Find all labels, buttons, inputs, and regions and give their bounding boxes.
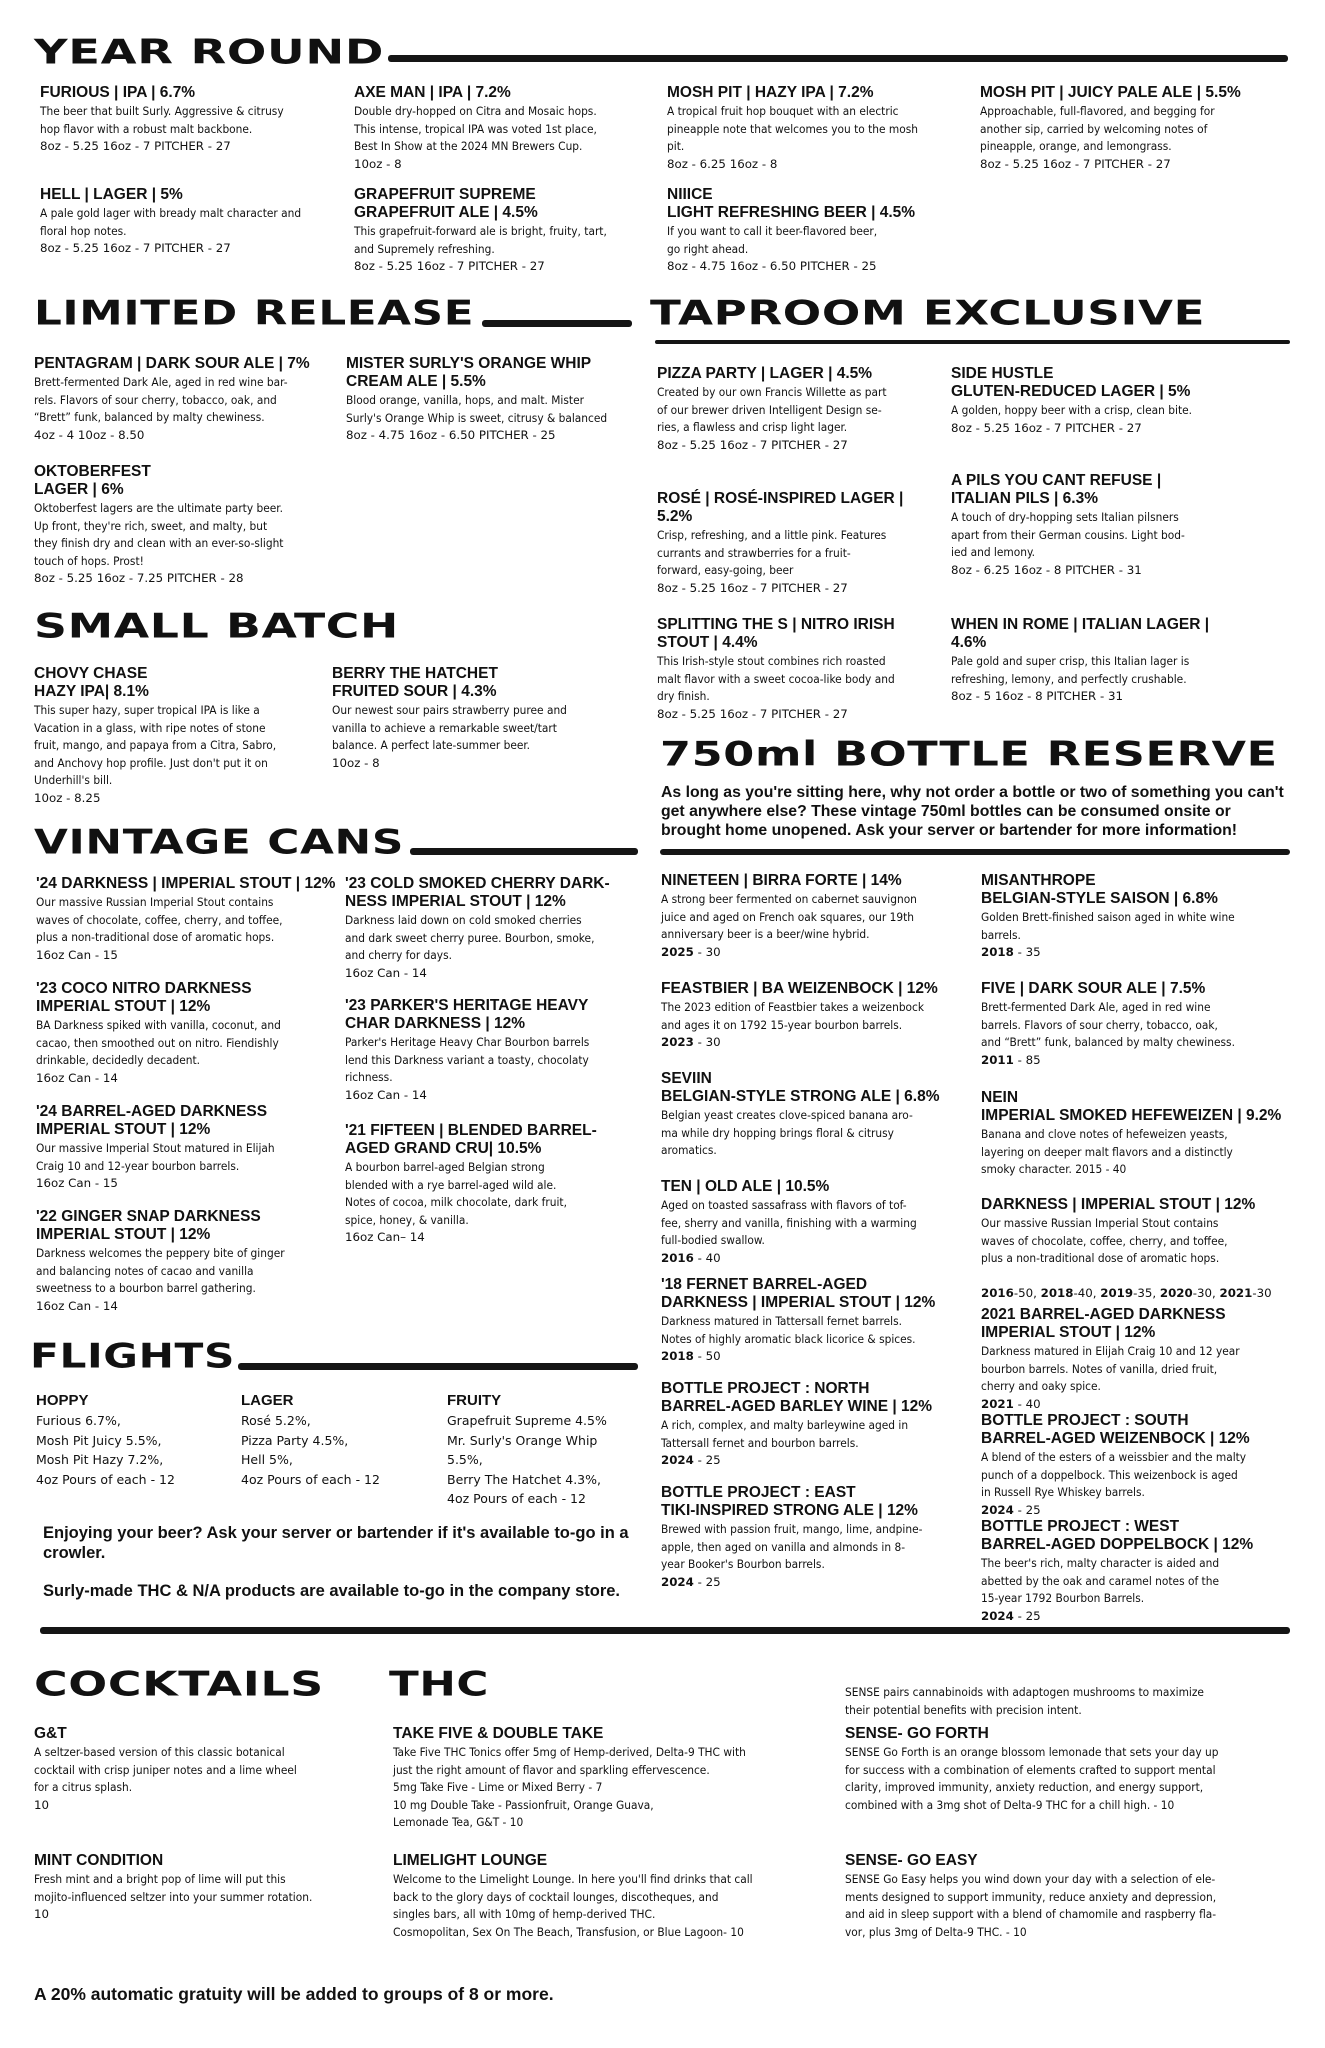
item-price: 16oz Can - 15 [36, 1176, 118, 1190]
item-desc: Oktoberfest lagers are the ultimate party beer. Up front, they're rich, sweet, and malty, but they finish dry and clean with an ever-so-slight touch of hops. Prost! [34, 501, 284, 568]
item-desc: Our massive Imperial Stout matured in Elijah Craig 10 and 12-year bourbon barrels. [36, 1141, 275, 1173]
item-title: HELL | LAGER | 5% [40, 186, 183, 203]
item-year-price: - 85 [1013, 1052, 1041, 1067]
bottle-item [661, 1178, 976, 1267]
item-price: 16oz Can - 14 [345, 1087, 427, 1102]
vintage-cans-heading: VINTAGE CANS [34, 823, 405, 863]
item-title: MINT CONDITION [34, 1852, 164, 1869]
menu-item [951, 616, 1281, 706]
item-price: 4oz - 4 10oz - 8.50 [34, 427, 145, 442]
item-title: BOTTLE PROJECT : SOUTH BARREL-AGED WEIZENBOCK | 12% [981, 1412, 1250, 1447]
flight-desc: Grapefruit Supreme 4.5% Mr. Surly's Orange Whip 5.5%, Berry The Hatchet 4.3%, 4oz Pours of each - 12 [447, 1413, 607, 1506]
item-desc: Our massive Russian Imperial Stout contains waves of chocolate, coffee, cherry, and toffee, plus a non-traditional dose of aromatic hops. [981, 1216, 1228, 1265]
item-desc: Banana and clove notes of hefeweizen yeasts, layering on deeper malt flavors and a distinctly smoky character. 2015 - 40 [981, 1127, 1233, 1176]
item-desc: If you want to call it beer-flavored beer, go right ahead. [667, 224, 878, 256]
item-title: TAKE FIVE & DOUBLE TAKE [393, 1725, 604, 1742]
sense-item [845, 1852, 1295, 1941]
item-title: PIZZA PARTY | LAGER | 4.5% [657, 365, 873, 382]
menu-item [345, 1122, 645, 1247]
item-year: 2016 [981, 1286, 1014, 1300]
item-desc: SENSE Go Forth is an orange blossom lemonade that sets your day up for success with a combination of elements crafted to support mental clarity, improved immunity, anxiety reduction, and energy support, combined with a 3mg shot of Delta-9 THC for a chill high. - 10 [845, 1745, 1219, 1812]
item-title: PENTAGRAM | DARK SOUR ALE | 7% [34, 355, 310, 372]
item-desc: Aged on toasted sassafrass with flavors of tof- fee, sherry and vanilla, finishing with a warming full-bodied swallow. [661, 1198, 917, 1247]
item-desc: This grapefruit-forward ale is bright, fruity, tart, and Supremely refreshing. [354, 224, 607, 256]
flight-desc: Rosé 5.2%, Pizza Party 4.5%, Hell 5%, 4oz Pours of each - 12 [241, 1413, 380, 1487]
menu-item [667, 186, 967, 276]
item-year-price: -35, [1133, 1286, 1160, 1300]
item-price: 8oz - 6.25 16oz - 8 PITCHER - 31 [951, 562, 1142, 577]
item-desc: Pale gold and super crisp, this Italian lager is refreshing, lemony, and perfectly crushable. [951, 654, 1190, 686]
bottle-item [981, 1306, 1291, 1413]
flight-title: LAGER [241, 1392, 294, 1409]
item-desc: Take Five THC Tonics offer 5mg of Hemp-derived, Delta-9 THC with just the right amount of flavor and sparkling effervescence. 5mg Take Five - Lime or Mixed Berry - 7 10 mg Double Take - Passionfruit, Orange Guava, Lemonade Tea, G&T - 10 [393, 1745, 746, 1829]
item-price: 8oz - 5.25 16oz - 7 PITCHER - 27 [980, 156, 1171, 171]
menu-item [345, 875, 645, 982]
menu-item [346, 355, 651, 445]
menu-item [36, 980, 346, 1087]
item-price: 10 [34, 1907, 50, 1921]
page-divider [40, 1627, 1290, 1634]
cocktail-item [34, 1852, 404, 1924]
item-year-price: -30, [1192, 1286, 1220, 1300]
item-title: '23 PARKER'S HERITAGE HEAVY CHAR DARKNESS | 12% [345, 997, 589, 1032]
item-year-price: -50, [1013, 1286, 1041, 1300]
item-year-price: - 40 [1013, 1396, 1041, 1411]
item-price: 8oz - 4.75 16oz - 6.50 PITCHER - 25 [667, 259, 877, 273]
item-price: 8oz - 5.25 16oz - 7 PITCHER - 27 [951, 420, 1142, 435]
item-title: '23 COLD SMOKED CHERRY DARK- NESS IMPERIAL STOUT | 12% [345, 875, 610, 910]
item-price [981, 944, 1291, 962]
item-desc: A tropical fruit hop bouquet with an electric pineapple note that welcomes you to the mosh pit. [667, 104, 919, 153]
item-price: 8oz - 5.25 16oz - 7 PITCHER - 27 [657, 580, 848, 595]
menu-item [36, 1103, 346, 1193]
item-year-price: - 30 [693, 1035, 721, 1049]
bottle-item [661, 1380, 976, 1470]
item-price [661, 1348, 976, 1366]
item-price [981, 1396, 1291, 1414]
item-title: '24 BARREL-AGED DARKNESS IMPERIAL STOUT | 12% [36, 1103, 268, 1138]
bottle-item [981, 1196, 1291, 1303]
item-year: 2023 [661, 1035, 694, 1049]
item-title: MISTER SURLY'S ORANGE WHIP CREAM ALE | 5.5% [346, 355, 592, 390]
item-year-price: -40, [1073, 1286, 1101, 1300]
sense-intro [845, 1683, 1295, 1719]
year-round-rule [388, 55, 1288, 62]
bottle-item [661, 980, 976, 1052]
item-title: 2021 BARREL-AGED DARKNESS IMPERIAL STOUT | 12% [981, 1306, 1226, 1341]
item-year-price: - 50 [693, 1349, 721, 1363]
menu-item [657, 490, 947, 597]
item-year: 2024 [981, 1608, 1014, 1623]
item-price: 8oz - 5.25 16oz - 7 PITCHER - 27 [40, 139, 231, 153]
flight-title: HOPPY [36, 1392, 89, 1409]
item-desc: Brett-fermented Dark Ale, aged in red wine barrels. Flavors of sour cherry, tobacco, oak, and “Brett” funk, balanced by malty chewiness. [981, 1000, 1235, 1049]
item-desc: This Irish-style stout combines rich roasted malt flavor with a sweet cocoa-like body and dry finish. [657, 654, 895, 703]
item-price: 8oz - 5.25 16oz - 7 PITCHER - 27 [40, 241, 231, 255]
item-year-price: - 25 [693, 1574, 721, 1589]
item-year: 2024 [661, 1574, 694, 1589]
item-year: 2018 [1040, 1286, 1074, 1300]
item-desc: Parker's Heritage Heavy Char Bourbon barrels lend this Darkness variant a toasty, chocolaty richness. [345, 1035, 590, 1084]
gratuity-footer: A 20% automatic gratuity will be added to groups of 8 or more. [34, 1984, 554, 2004]
menu-item [354, 84, 654, 173]
bottle-item [981, 1089, 1291, 1179]
item-title: FURIOUS | IPA | 6.7% [40, 84, 196, 101]
item-year: 2024 [981, 1502, 1014, 1517]
menu-item [951, 365, 1281, 437]
item-title: G&T [34, 1725, 67, 1742]
item-title: TEN | OLD ALE | 10.5% [661, 1178, 830, 1195]
item-title: DARKNESS | IMPERIAL STOUT | 12% [981, 1196, 1256, 1213]
item-desc: Golden Brett-finished saison aged in white wine barrels. [981, 910, 1235, 942]
item-price: 8oz - 5.25 16oz - 7 PITCHER - 27 [354, 259, 545, 273]
menu-item [657, 365, 947, 454]
taproom-exclusive-rule [655, 340, 1290, 344]
menu-item [36, 875, 346, 964]
bottle-item [661, 1484, 976, 1591]
item-title: ROSÉ | ROSÉ-INSPIRED LAGER | 5.2% [657, 490, 904, 525]
bottle-item [661, 872, 976, 961]
item-year: 2019 [1100, 1286, 1134, 1300]
menu-item [980, 84, 1290, 173]
bottle-reserve-rule [660, 849, 1290, 855]
item-year: 2024 [661, 1453, 694, 1467]
item-title: '18 FERNET BARREL-AGED DARKNESS | IMPERIAL STOUT | 12% [661, 1276, 936, 1311]
menu-item [40, 84, 340, 156]
item-title: NINETEEN | BIRRA FORTE | 14% [661, 872, 902, 889]
item-desc: Brett-fermented Dark Ale, aged in red wine bar- rels. Flavors of sour cherry, tobacco, oak, and “Brett” funk, balanced by malty chewiness. [34, 375, 288, 424]
item-title: NEIN IMPERIAL SMOKED HEFEWEIZEN | 9.2% [981, 1089, 1282, 1124]
item-title: MOSH PIT | JUICY PALE ALE | 5.5% [980, 84, 1241, 101]
item-year-price: -30 [1252, 1286, 1272, 1300]
item-year: 2021 [981, 1396, 1014, 1411]
flight-item [447, 1392, 647, 1509]
item-title: MOSH PIT | HAZY IPA | 7.2% [667, 84, 874, 101]
item-desc: Created by our own Francis Willette as part of our brewer driven Intelligent Design se- ries, a flawless and crisp light lager. [657, 385, 887, 434]
item-title: '21 FIFTEEN | BLENDED BARREL- AGED GRAND CRU| 10.5% [345, 1122, 597, 1157]
flight-desc: Furious 6.7%, Mosh Pit Juicy 5.5%, Mosh Pit Hazy 7.2%, 4oz Pours of each - 12 [36, 1413, 175, 1487]
item-price [661, 1452, 976, 1470]
bottle-item [981, 872, 1291, 962]
item-price: 8oz - 4.75 16oz - 6.50 PITCHER - 25 [346, 428, 556, 442]
item-year-price: - 25 [693, 1453, 721, 1467]
item-desc: A golden, hoppy beer with a crisp, clean bite. [951, 403, 1193, 417]
flight-item [36, 1392, 236, 1489]
item-price [981, 1052, 1291, 1070]
thc-store-note: Surly-made THC & N/A products are available to-go in the company store. [43, 1582, 621, 1600]
item-year-price: - 30 [693, 944, 721, 959]
item-desc: Approachable, full-flavored, and begging for another sip, carried by welcoming notes of pineapple, orange, and lemongrass. [980, 104, 1215, 153]
item-price: 8oz - 5 16oz - 8 PITCHER - 31 [951, 689, 1123, 703]
menu-item [667, 84, 967, 173]
item-desc: This super hazy, super tropical IPA is like a Vacation in a glass, with ripe notes of stone fruit, mango, and papaya from a Citra, Sabro, and Anchovy hop profile. Just don't put it on Underhill's bill. [34, 703, 277, 787]
item-years-line [981, 1268, 1291, 1303]
item-year: 2020 [1159, 1286, 1193, 1300]
item-title: NIIICE LIGHT REFRESHING BEER | 4.5% [667, 186, 916, 221]
item-year: 2025 [661, 944, 694, 959]
item-title: A PILS YOU CANT REFUSE | ITALIAN PILS | 6.3% [951, 472, 1162, 507]
item-title: '24 DARKNESS | IMPERIAL STOUT | 12% [36, 875, 336, 892]
item-price: 16oz Can– 14 [345, 1230, 425, 1244]
item-title: SENSE- GO EASY [845, 1852, 978, 1869]
item-price [981, 1502, 1291, 1520]
small-batch-heading: SMALL BATCH [34, 607, 399, 647]
item-desc: A pale gold lager with bready malt character and floral hop notes. [40, 206, 302, 238]
item-price: 10oz - 8.25 [34, 790, 101, 805]
item-title: OKTOBERFEST LAGER | 6% [34, 463, 151, 498]
item-desc: The 2023 edition of Feastbier takes a weizenbock and ages it on 1792 15-year bourbon barrels. [661, 1000, 925, 1032]
item-desc: Double dry-hopped on Citra and Mosaic hops. This intense, tropical IPA was voted 1st place, Best In Show at the 2024 MN Brewers Cup. [354, 104, 597, 153]
taproom-exclusive-heading: TAPROOM EXCLUSIVE [650, 294, 1206, 334]
item-price: 8oz - 5.25 16oz - 7.25 PITCHER - 28 [34, 571, 244, 585]
bottle-reserve-heading: 750ml BOTTLE RESERVE [660, 735, 1278, 775]
item-desc: Welcome to the Limelight Lounge. In here you'll find drinks that call back to the glory days of cocktail lounges, discotheques, and singles bars, all with 10mg of hemp-derived THC. Cosmopolitan, Sex On The Beach, Transfusion, or Blue Lagoon- 10 [393, 1872, 753, 1939]
item-title: '23 COCO NITRO DARKNESS IMPERIAL STOUT | 12% [36, 980, 252, 1015]
item-price: 10 [34, 1797, 50, 1812]
item-desc: Darkness matured in Tattersall fernet barrels. Notes of highly aromatic black licorice & spices. [661, 1314, 916, 1346]
item-year: 2021 [1219, 1286, 1253, 1300]
bottle-item [981, 1412, 1291, 1519]
bottle-item [661, 1070, 976, 1160]
menu-item [34, 665, 334, 807]
item-year: 2018 [661, 1349, 694, 1363]
item-price: 16oz Can - 15 [36, 947, 118, 962]
item-title: FEASTBIER | BA WEIZENBOCK | 12% [661, 980, 938, 997]
flights-heading: FLIGHTS [30, 1337, 235, 1377]
item-title: SEVIIN BELGIAN-STYLE STRONG ALE | 6.8% [661, 1070, 940, 1105]
item-price: 8oz - 5.25 16oz - 7 PITCHER - 27 [657, 706, 848, 721]
bottle-reserve-intro: As long as you're sitting here, why not order a bottle or two of something you can't get anywhere else? These vintage 750ml bottles can be consumed onsite or brought home unopened. Ask your server or bartender for more information! [661, 784, 1284, 839]
item-title: SPLITTING THE S | NITRO IRISH STOUT | 4.4% [657, 616, 895, 651]
item-price: 16oz Can - 14 [36, 1298, 118, 1313]
menu-item [951, 472, 1281, 579]
item-title: SIDE HUSTLE GLUTEN-REDUCED LAGER | 5% [951, 365, 1191, 400]
item-desc: Our massive Russian Imperial Stout contains waves of chocolate, coffee, cherry, and toffee, plus a non-traditional dose of aromatic hops. [36, 895, 283, 944]
year-round-heading: YEAR ROUND [34, 33, 385, 73]
bottle-item [661, 1276, 976, 1366]
item-desc: Belgian yeast creates clove-spiced banana aro- ma while dry hopping brings floral & citrusy aromatics. [661, 1108, 913, 1157]
item-desc: A bourbon barrel-aged Belgian strong blended with a rye barrel-aged wild ale. Notes of cocoa, milk chocolate, dark fruit, spice, honey, & vanilla. [345, 1160, 567, 1227]
item-desc: A strong beer fermented on cabernet sauvignon juice and aged on French oak squares, our 19th anniversary beer is a beer/wine hybrid. [661, 892, 917, 941]
item-title: GRAPEFRUIT SUPREME GRAPEFRUIT ALE | 4.5% [354, 186, 538, 221]
menu-item [657, 616, 947, 723]
menu-item [332, 665, 632, 772]
item-price: 16oz Can - 14 [36, 1070, 118, 1085]
item-price: 10oz - 8 [332, 755, 380, 770]
item-desc: A blend of the esters of a weissbier and the malty punch of a doppelbock. This weizenbock is aged in Russell Rye Whiskey barrels. [981, 1450, 1247, 1499]
item-desc: A rich, complex, and malty barleywine aged in Tattersall fernet and bourbon barrels. [661, 1418, 909, 1450]
item-desc: A seltzer-based version of this classic botanical cocktail with crisp juniper notes and a lime wheel for a citrus splash. [34, 1745, 297, 1794]
limited-release-heading: LIMITED RELEASE [34, 294, 475, 334]
vintage-cans-rule [410, 848, 638, 855]
bottle-item [981, 980, 1291, 1069]
item-price [661, 1034, 976, 1052]
item-desc: Our newest sour pairs strawberry puree and vanilla to achieve a remarkable sweet/tart balance. A perfect late-summer beer. [332, 703, 567, 752]
item-desc: Brewed with passion fruit, mango, lime, andpine- apple, then aged on vanilla and almonds in 8- year Booker's Bourbon barrels. [661, 1522, 923, 1571]
menu-item [345, 997, 645, 1104]
item-price [661, 1574, 976, 1592]
menu-item [34, 463, 339, 588]
item-title: CHOVY CHASE HAZY IPA| 8.1% [34, 665, 149, 700]
sense-intro-text: SENSE pairs cannabinoids with adaptogen mushrooms to maximize their potential benefits with precision intent. [845, 1685, 1204, 1717]
item-year-price: - 25 [1013, 1502, 1041, 1517]
item-desc: Fresh mint and a bright pop of lime will put this mojito-influenced seltzer into your summer rotation. [34, 1872, 313, 1904]
item-desc: Blood orange, vanilla, hops, and malt. Mister Surly's Orange Whip is sweet, citrusy & balanced [346, 393, 608, 425]
cocktail-item [34, 1725, 374, 1814]
cocktails-heading: COCKTAILS [34, 1665, 324, 1705]
flights-rule [238, 1363, 638, 1370]
thc-item [393, 1852, 823, 1941]
menu-item [34, 355, 339, 444]
item-desc: Darkness welcomes the peppery bite of ginger and balancing notes of cacao and vanilla sweetness to a bourbon barrel gathering. [36, 1246, 285, 1295]
limited-release-rule [482, 320, 632, 327]
item-price: 8oz - 5.25 16oz - 7 PITCHER - 27 [657, 437, 848, 452]
item-year: 2018 [981, 945, 1014, 959]
item-title: BOTTLE PROJECT : EAST TIKI-INSPIRED STRONG ALE | 12% [661, 1484, 918, 1519]
item-year: 2011 [981, 1052, 1014, 1067]
item-title: WHEN IN ROME | ITALIAN LAGER | 4.6% [951, 616, 1210, 651]
item-desc: The beer's rich, malty character is aided and abetted by the oak and caramel notes of the 15-year 1792 Bourbon Barrels. [981, 1556, 1220, 1605]
item-title: SENSE- GO FORTH [845, 1725, 989, 1742]
item-price [981, 1608, 1291, 1626]
item-title: '22 GINGER SNAP DARKNESS IMPERIAL STOUT | 12% [36, 1208, 261, 1243]
bottle-item [981, 1518, 1291, 1625]
menu-item [40, 186, 350, 258]
flight-title: FRUITY [447, 1392, 502, 1409]
item-year-price: - 35 [1013, 945, 1041, 959]
item-desc: SENSE Go Easy helps you wind down your day with a selection of ele- ments designed to support immunity, reduce anxiety and depression, and aid in sleep support with a blend of chamomile and raspberry fla- vor, plus 3mg of Delta-9 THC. - 10 [845, 1872, 1217, 1939]
item-price: 8oz - 6.25 16oz - 8 [667, 156, 778, 171]
item-title: BOTTLE PROJECT : WEST BARREL-AGED DOPPELBOCK | 12% [981, 1518, 1254, 1553]
item-desc: Darkness laid down on cold smoked cherries and dark sweet cherry puree. Bourbon, smoke, and cherry for days. [345, 913, 595, 962]
sense-item [845, 1725, 1295, 1814]
item-price: 10oz - 8 [354, 156, 402, 171]
item-price: 16oz Can - 14 [345, 965, 427, 980]
item-desc: The beer that built Surly. Aggressive & citrusy hop flavor with a robust malt backbone. [40, 104, 284, 136]
item-desc: BA Darkness spiked with vanilla, coconut, and cacao, then smoothed out on nitro. Fiendishly drinkable, decidedly decadent. [36, 1018, 281, 1067]
item-title: MISANTHROPE BELGIAN-STYLE SAISON | 6.8% [981, 872, 1218, 907]
item-year-price: - 25 [1013, 1608, 1041, 1623]
item-desc: Darkness matured in Elijah Craig 10 and 12 year bourbon barrels. Notes of vanilla, dried fruit, cherry and oaky spice. [981, 1344, 1240, 1393]
thc-item [393, 1725, 823, 1832]
item-title: BOTTLE PROJECT : NORTH BARREL-AGED BARLEY WINE | 12% [661, 1380, 933, 1415]
thc-heading: THC [389, 1665, 490, 1705]
item-desc: A touch of dry-hopping sets Italian pilsners apart from their German cousins. Light bod- ied and lemony. [951, 510, 1185, 559]
item-desc: Crisp, refreshing, and a little pink. Features currants and strawberries for a fruit- forward, easy-going, beer [657, 528, 887, 577]
item-year: 2016 [661, 1250, 694, 1265]
item-title: BERRY THE HATCHET FRUITED SOUR | 4.3% [332, 665, 498, 700]
item-price [661, 944, 976, 962]
menu-item [354, 186, 654, 276]
flight-item [241, 1392, 441, 1489]
item-title: LIMELIGHT LOUNGE [393, 1852, 548, 1869]
item-title: AXE MAN | IPA | 7.2% [354, 84, 511, 101]
crowler-note: Enjoying your beer? Ask your server or bartender if it's available to-go in a crowler. [43, 1524, 629, 1562]
item-year-price: - 40 [693, 1250, 721, 1265]
item-price [661, 1250, 976, 1268]
menu-item [36, 1208, 346, 1315]
item-title: FIVE | DARK SOUR ALE | 7.5% [981, 980, 1206, 997]
